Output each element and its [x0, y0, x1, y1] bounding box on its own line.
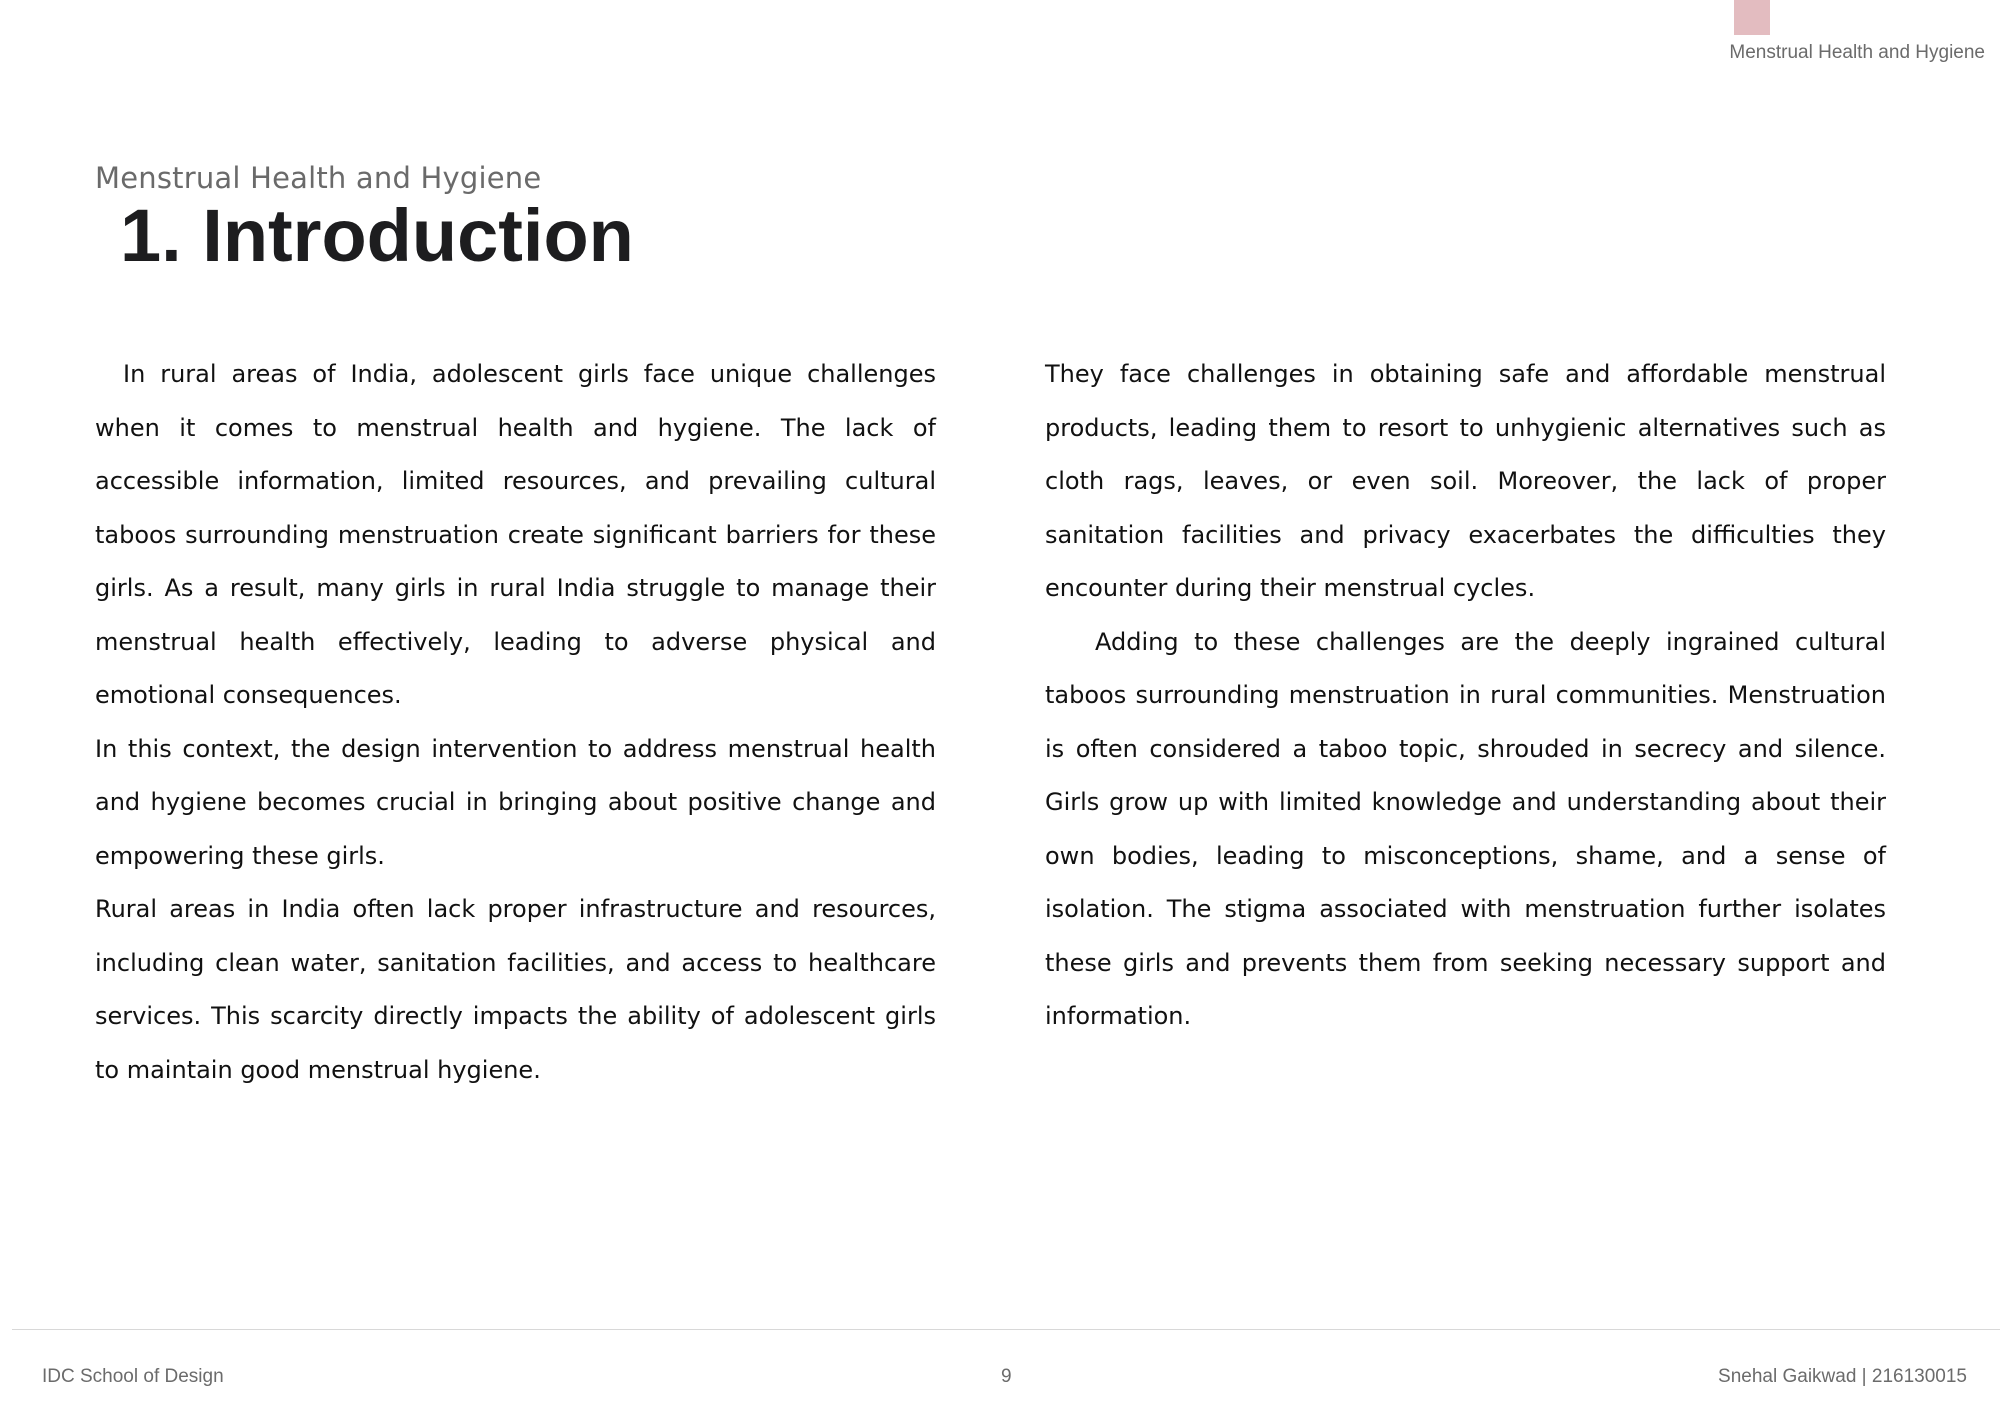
footer-institution: IDC School of Design	[42, 1366, 224, 1387]
running-header-title: Menstrual Health and Hygiene	[1729, 42, 1985, 63]
page-number: 9	[1001, 1366, 1012, 1387]
footer-author: Snehal Gaikwad | 216130015	[1718, 1366, 1967, 1387]
paragraph: In this context, the design intervention to address menstrual health and hygiene becomes crucial in bringing about positive change and empowering these girls.	[95, 734, 936, 870]
paragraph: In rural areas of India, adolescent girls face unique challenges when it comes to menstrual health and hygiene. The lack of accessible information, limited resources, and prevailing cultural taboos surrounding menstruation create significant barriers for these girls. As a result, many girls in rural India struggle to manage their menstrual health effectively, leading to adverse physical and emotional consequences.	[95, 360, 936, 709]
paragraph: They face challenges in obtaining safe and affordable menstrual products, leading them to resort to unhygienic alternatives such as cloth rags, leaves, or even soil. Moreover, the lack of proper sanitation facilities and privacy exacerbates the difficulties they encounter during their menstrual cycles.	[1045, 360, 1886, 602]
right-text-column	[1045, 348, 1886, 1044]
footer-divider	[12, 1329, 2000, 1330]
paragraph: Adding to these challenges are the deeply ingrained cultural taboos surrounding menstruation in rural communities. Menstruation is often considered a taboo topic, shrouded in secrecy and silence. Girls grow up with limited knowledge and understanding about their own bodies, leading to misconceptions, shame, and a sense of isolation. The stigma associated with menstruation further isolates these girls and prevents them from seeking necessary support and information.	[1045, 627, 1886, 1030]
left-text-column	[95, 348, 936, 1097]
section-subtitle: Menstrual Health and Hygiene	[95, 161, 542, 195]
paragraph: Rural areas in India often lack proper infrastructure and resources, including clean water, sanitation facilities, and access to healthcare services. This scarcity directly impacts the ability of adolescent girls to maintain good menstrual hygiene.	[95, 895, 936, 1084]
page-title: 1. Introduction	[120, 194, 634, 277]
header-accent-tab	[1734, 0, 1770, 35]
